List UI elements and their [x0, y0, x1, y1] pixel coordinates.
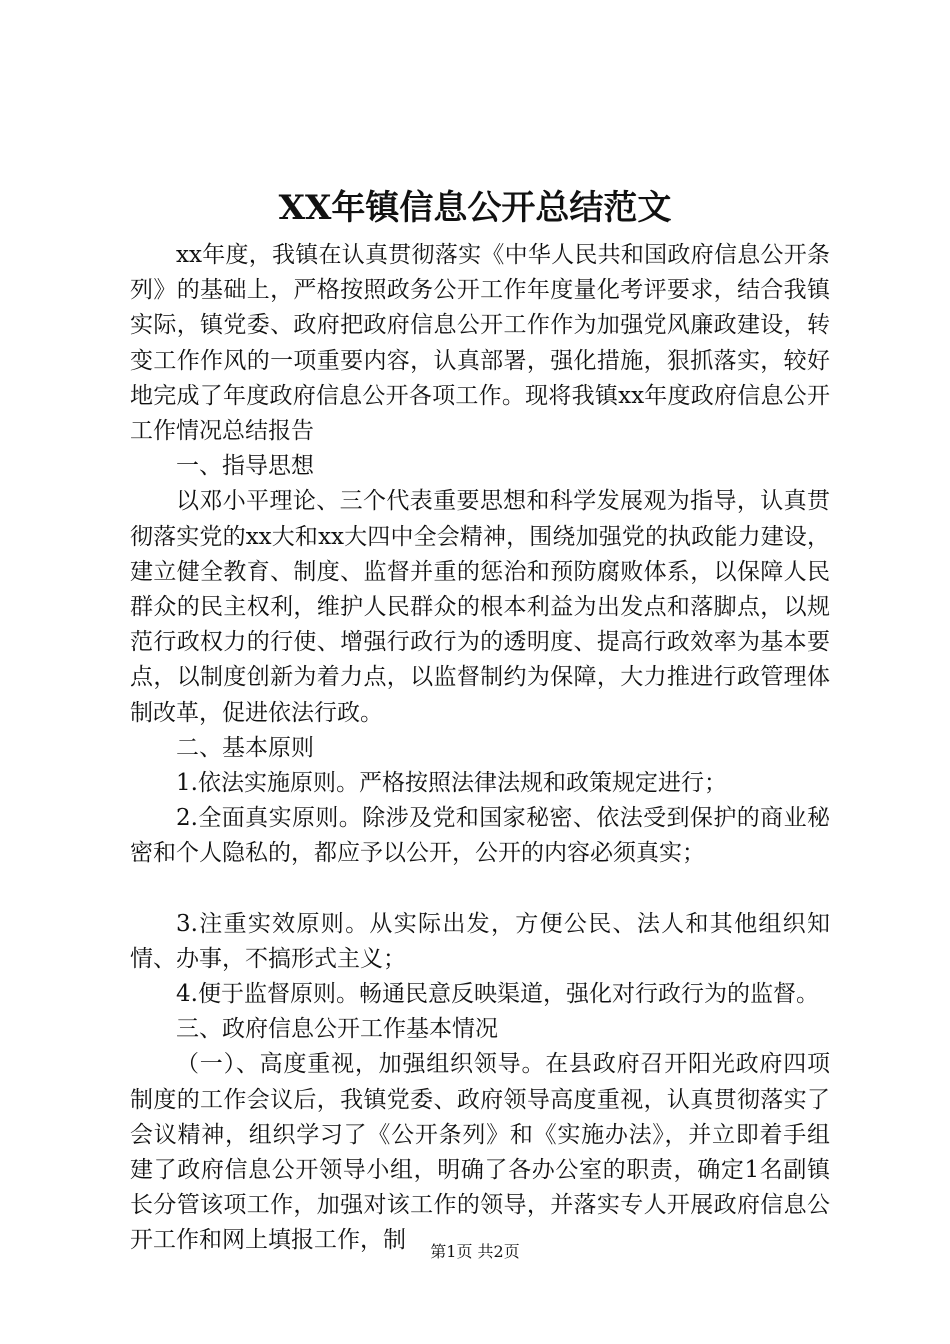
heading-basic-principles: 二、基本原则: [176, 734, 314, 761]
paragraph-intro: xx年度，我镇在认真贯彻落实《中华人民共和国政府信息公开条列》的基础上，严格按照政务公开工作年度量化考评要求，结合我镇实际，镇党委、政府把政府信息公开工作作为加强党风廉政建设，转变工作作风的一项重要内容，认真部署，强化措施，狠抓落实，较好地完成了年度政府信息公开各项工作。现将我镇xx年度政府信息公开工作情况总结报告: [130, 242, 830, 445]
principle-item-2: 2.全面真实原则。除涉及党和国家秘密、依法受到保护的商业秘密和个人隐私的，都应予以公开，公开的内容必须真实；: [130, 805, 830, 867]
principle-item-4: 4.便于监督原则。畅通民意反映渠道，强化对行政行为的监督。: [176, 981, 819, 1008]
principle-item-1: 1.依法实施原则。严格按照法律法规和政策规定进行；: [176, 770, 727, 797]
heading-basic-situation: 三、政府信息公开工作基本情况: [176, 1016, 498, 1043]
principle-item-3: 3.注重实效原则。从实际出发，方便公民、法人和其他组织知情、办事，不搞形式主义；: [130, 910, 830, 972]
heading-guiding-thought: 一、指导思想: [176, 453, 314, 480]
document-body: [130, 238, 830, 1259]
paragraph-guiding-thought: 以邓小平理论、三个代表重要思想和科学发展观为指导，认真贯彻落实党的xx大和xx大四中全会精神，围绕加强党的执政能力建设，建立健全教育、制度、监督并重的惩治和预防腐败体系，以保障人民群众的民主权利，维护人民群众的根本利益为出发点和落脚点，以规范行政权力的行使、增强行政行为的透明度、提高行政效率为基本要点，以制度创新为着力点，以监督制约为保障，大力推进行政管理体制改革，促进依法行政。: [130, 488, 830, 726]
document-title: XX年镇信息公开总结范文: [278, 188, 672, 228]
page-indicator: 第1页 共2页: [430, 1242, 520, 1261]
paragraph-organization: （一）、高度重视，加强组织领导。在县政府召开阳光政府四项制度的工作会议后，我镇党委、政府领导高度重视，认真贯彻落实了会议精神，组织学习了《公开条列》和《实施办法》，并立即着手组建了政府信息公开领导小组，明确了各办公室的职责，确定1名副镇长分管该项工作，加强对该工作的领导，并落实专人开展政府信息公开工作和网上填报工作，制: [130, 1051, 830, 1254]
